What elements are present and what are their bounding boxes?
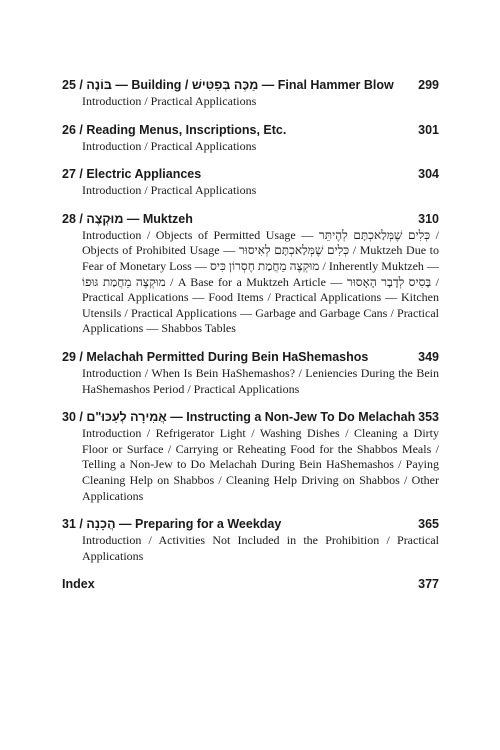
toc-entry-25: [62, 76, 439, 110]
toc-entry-26: [62, 121, 439, 155]
chapter-sections: Introduction / Practical Applications: [82, 183, 257, 198]
index-title: Index: [62, 577, 95, 592]
chapter-sections: Introduction / Practical Applications: [82, 94, 257, 108]
chapter-title: 29 / Melachah Permitted During Bein HaShemashos: [62, 349, 369, 364]
toc-entry-heading: [62, 515, 439, 533]
page-number: 353: [418, 410, 439, 425]
page-number: 349: [418, 349, 439, 364]
chapter-sections: Introduction / Refrigerator Light / Washing Dishes / Cleaning a Dirty Floor or Surface / Carrying or Reheating Food for the Shabbos Meals / Telling a Non-Jew to Do Melachah During Bein HaShemashos / Paying Cleaning Help on Shabbos / Cleaning Help Driving on Shabbos / Other Applications: [82, 426, 439, 503]
chapter-title: 31 / הֲכָנָה — Preparing for a Weekday: [62, 517, 282, 532]
page-number: 377: [418, 577, 439, 592]
chapter-sections: Introduction / Objects of Permitted Usage — כְּלִים שֶׁמְּלַאכְתָּם לְהֶיתֵּר / Objects of Prohibited Usage — כְּלִים שֶׁמְּלַאכְתָּם לְאִיסוּר / Muktzeh Due to Fear of Monetary Loss — מוּקְצֶה מֵחֲמַת חֶסְרוֹן כִּיס / Inherently Muktzeh — מוּקְצֶה מֵחֲמַת גּוּפוֹ / A Base for a Muktzeh Article — בָּסִיס לְדָבָר הָאָסוּר / Practical Applications — Food Items / Practical Applications — Kitchen Utensils / Practical Applications — Garbage and Garbage Cans / Practical Applications — Shabbos Tables: [82, 227, 440, 336]
toc-entry-heading: [62, 76, 439, 94]
chapter-title: 30 / אֲמִירָה לְעַכּוּ"ם — Instructing a Non-Jew To Do Melachah: [62, 410, 416, 425]
toc-entry-heading: [62, 408, 439, 426]
chapter-sections: Introduction / Practical Applications: [82, 138, 257, 153]
table-of-contents: [62, 76, 439, 604]
chapter-title: 27 / Electric Appliances: [62, 167, 202, 182]
toc-entry-heading: [62, 575, 439, 593]
page-number: 310: [418, 211, 439, 226]
toc-entry-heading: [62, 165, 439, 183]
toc-entry-heading: [62, 210, 439, 228]
chapter-sections: Introduction / Activities Not Included in the Prohibition / Practical Applications: [82, 533, 439, 563]
page-number: 304: [418, 167, 439, 182]
toc-entry-heading: [62, 121, 439, 139]
page-number: 301: [418, 122, 439, 137]
chapter-title: 28 / מוּקְצֶה — Muktzeh: [62, 211, 193, 226]
toc-entry-30: [62, 408, 439, 504]
toc-entry-heading: [62, 348, 439, 366]
chapter-title: 26 / Reading Menus, Inscriptions, Etc.: [62, 122, 287, 137]
page-number: 299: [418, 78, 439, 92]
toc-entry-27: [62, 165, 439, 199]
chapter-sections: Introduction / When Is Bein HaShemashos? / Leniencies During the Bein HaShemashos Period / Practical Applications: [82, 365, 439, 396]
toc-entry-28: [62, 210, 439, 337]
toc-entry-31: [62, 515, 439, 564]
page-number: 365: [418, 517, 439, 532]
toc-entry-index: [62, 575, 439, 593]
chapter-title: 25 / בּוֹנֶה — Building / מַכֶּה בְּפַטִּישׁ — Final Hammer Blow: [62, 78, 394, 92]
toc-entry-29: [62, 348, 439, 397]
